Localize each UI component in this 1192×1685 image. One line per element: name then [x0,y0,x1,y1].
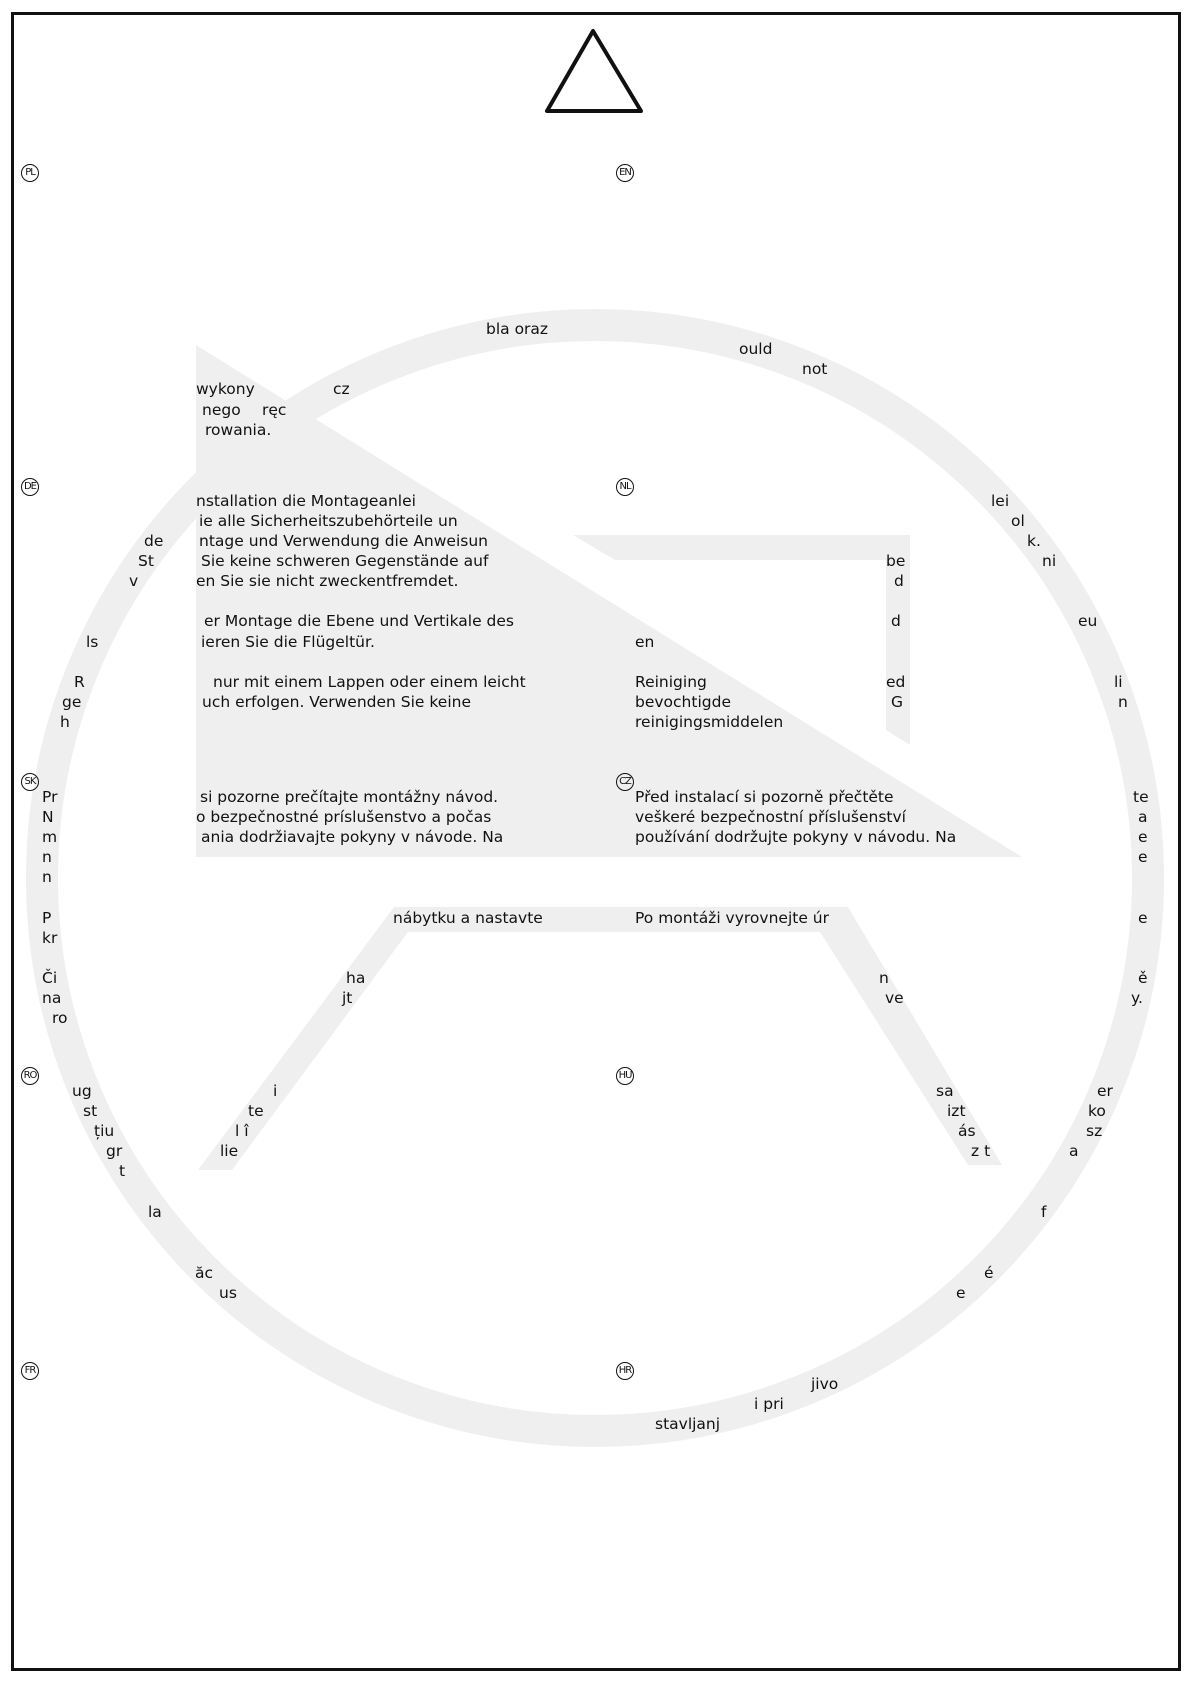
nl-text-fragment: bevochtigde [635,693,731,711]
cz-text-fragment: a [1138,808,1148,826]
de-text-fragment: St [138,552,154,570]
de-text-line: er Montage die Ebene und Vertikale des [204,612,514,630]
sk-text-fragment: kr [42,929,58,947]
de-text-fragment: ls [86,633,99,651]
language-badge-nl: NL [616,478,634,496]
warning-triangle-icon [547,31,641,111]
ro-text-fragment: țiu [94,1122,115,1140]
sk-text-fragment: m [42,828,58,846]
door-legs [198,907,1002,1170]
hr-text-fragment: jivo [811,1375,839,1393]
nl-text-fragment: en [635,633,655,651]
de-text-fragment: ge [62,693,82,711]
sk-text-line: si pozorne prečítajte montážny návod. [200,788,499,806]
de-text-fragment: R [74,673,85,691]
hu-text-fragment: é [984,1264,994,1282]
de-text-line: Sie keine schweren Gegenstände auf [201,552,489,570]
hr-text-fragment: stavljanj [655,1415,721,1433]
hu-text-fragment: izt [947,1102,966,1120]
nl-text-fragment: ed [886,673,906,691]
nl-text-fragment: k. [1027,532,1041,550]
ro-text-fragment: ăc [195,1264,214,1282]
hu-text-fragment: er [1097,1082,1113,1100]
de-text-line: en Sie sie nicht zweckentfremdet. [196,572,459,590]
hu-text-fragment: ko [1088,1102,1106,1120]
ro-text-fragment: i [273,1082,278,1100]
sk-text-fragment: P [42,909,52,927]
ro-text-fragment: t [119,1162,126,1180]
cz-text-line: Po montáži vyrovnejte úr [635,909,829,927]
language-badge-cz: CZ [616,773,634,791]
hr-text-fragment: i pri [754,1395,784,1413]
nl-text-fragment: li [1114,673,1123,691]
de-text-line: nstallation die Montageanlei [196,492,416,510]
pl-text-fragment: nego [202,401,241,419]
de-text-line: uch erfolgen. Verwenden Sie keine [202,693,472,711]
nl-text-fragment: n [1118,693,1128,711]
cz-text-fragment: ě [1138,969,1148,987]
cz-text-line: používání dodržujte pokyny v návodu. Na [635,828,957,846]
ro-text-fragment: st [83,1102,98,1120]
cz-text-fragment: e [1138,828,1148,846]
ro-text-fragment: la [148,1203,162,1221]
de-text-fragment: de [144,532,164,550]
language-badge-sk: SK [21,773,39,791]
sk-text-line: ania dodržiavajte pokyny v návode. Na [201,828,504,846]
ro-text-fragment: lie [220,1142,239,1160]
nl-text-fragment: d [894,572,904,590]
pl-text-fragment: bla oraz [486,320,549,338]
cz-text-line: Před instalací si pozorně přečtěte [635,788,894,806]
language-badge-en: EN [616,164,634,182]
de-text-line: ieren Sie die Flügeltür. [201,633,375,651]
hu-text-fragment: ás [958,1122,976,1140]
nl-text-fragment: ni [1042,552,1057,570]
sk-text-fragment: jt [342,989,353,1007]
nl-text-fragment: d [891,612,901,630]
language-badge-hu: HU [616,1067,634,1085]
nl-text-fragment: reinigingsmiddelen [635,713,784,731]
sk-text-fragment: N [42,808,54,826]
en-text-fragment: ould [739,340,773,358]
de-text-fragment: v [129,572,139,590]
sk-text-fragment: n [42,868,52,886]
hu-text-fragment: sz [1086,1122,1103,1140]
nl-text-fragment: Reiniging [635,673,707,691]
de-text-line: ie alle Sicherheitszubehörteile un [199,512,458,530]
cz-text-fragment: e [1138,909,1148,927]
nl-text-fragment: lei [991,492,1010,510]
en-text-fragment: not [802,360,828,378]
cz-text-fragment: te [1133,788,1149,806]
language-badge-fr: FR [21,1362,39,1380]
sk-text-line: o bezpečnostné príslušenstvo a počas [196,808,492,826]
hu-text-fragment: sa [936,1082,954,1100]
pl-text-fragment: rowania. [205,421,272,439]
cz-text-line: veškeré bezpečnostní příslušenství [635,808,906,826]
cz-text-fragment: ve [885,989,904,1007]
de-text-line: nur mit einem Lappen oder einem leicht [213,673,526,691]
sk-text-fragment: ro [52,1009,68,1027]
ro-text-fragment: ug [72,1082,92,1100]
language-badge-ro: RO [21,1067,39,1085]
hu-text-fragment: f [1041,1203,1047,1221]
pl-text-fragment: wykony [196,380,255,398]
ro-text-fragment: us [219,1284,237,1302]
sk-text-fragment: Pr [42,788,58,806]
hu-text-fragment: a [1069,1142,1079,1160]
language-badge-hr: HR [616,1362,634,1380]
ro-text-fragment: gr [106,1142,123,1160]
cz-text-fragment: n [879,969,889,987]
hu-text-fragment: e [956,1284,966,1302]
sk-text-fragment: na [42,989,62,1007]
nl-text-fragment: ol [1011,512,1025,530]
cz-text-fragment: e [1138,848,1148,866]
ro-text-fragment: te [248,1102,264,1120]
nl-text-fragment: be [886,552,906,570]
sk-text-line: nábytku a nastavte [393,909,543,927]
sk-text-fragment: Či [42,969,58,987]
cz-text-fragment: y. [1131,989,1143,1007]
language-badge-pl: PL [21,164,39,182]
de-text-fragment: h [60,713,70,731]
sk-text-fragment: ha [346,969,366,987]
nl-text-fragment: G [891,693,904,711]
pl-text-fragment: ręc [262,401,287,419]
sk-text-fragment: n [42,848,52,866]
hu-text-fragment: z t [971,1142,991,1160]
language-badge-de: DE [21,478,39,496]
nl-text-fragment: eu [1078,612,1098,630]
de-text-line: ntage und Verwendung die Anweisun [199,532,488,550]
ro-text-fragment: l î [235,1122,249,1140]
pl-text-fragment: cz [333,380,350,398]
